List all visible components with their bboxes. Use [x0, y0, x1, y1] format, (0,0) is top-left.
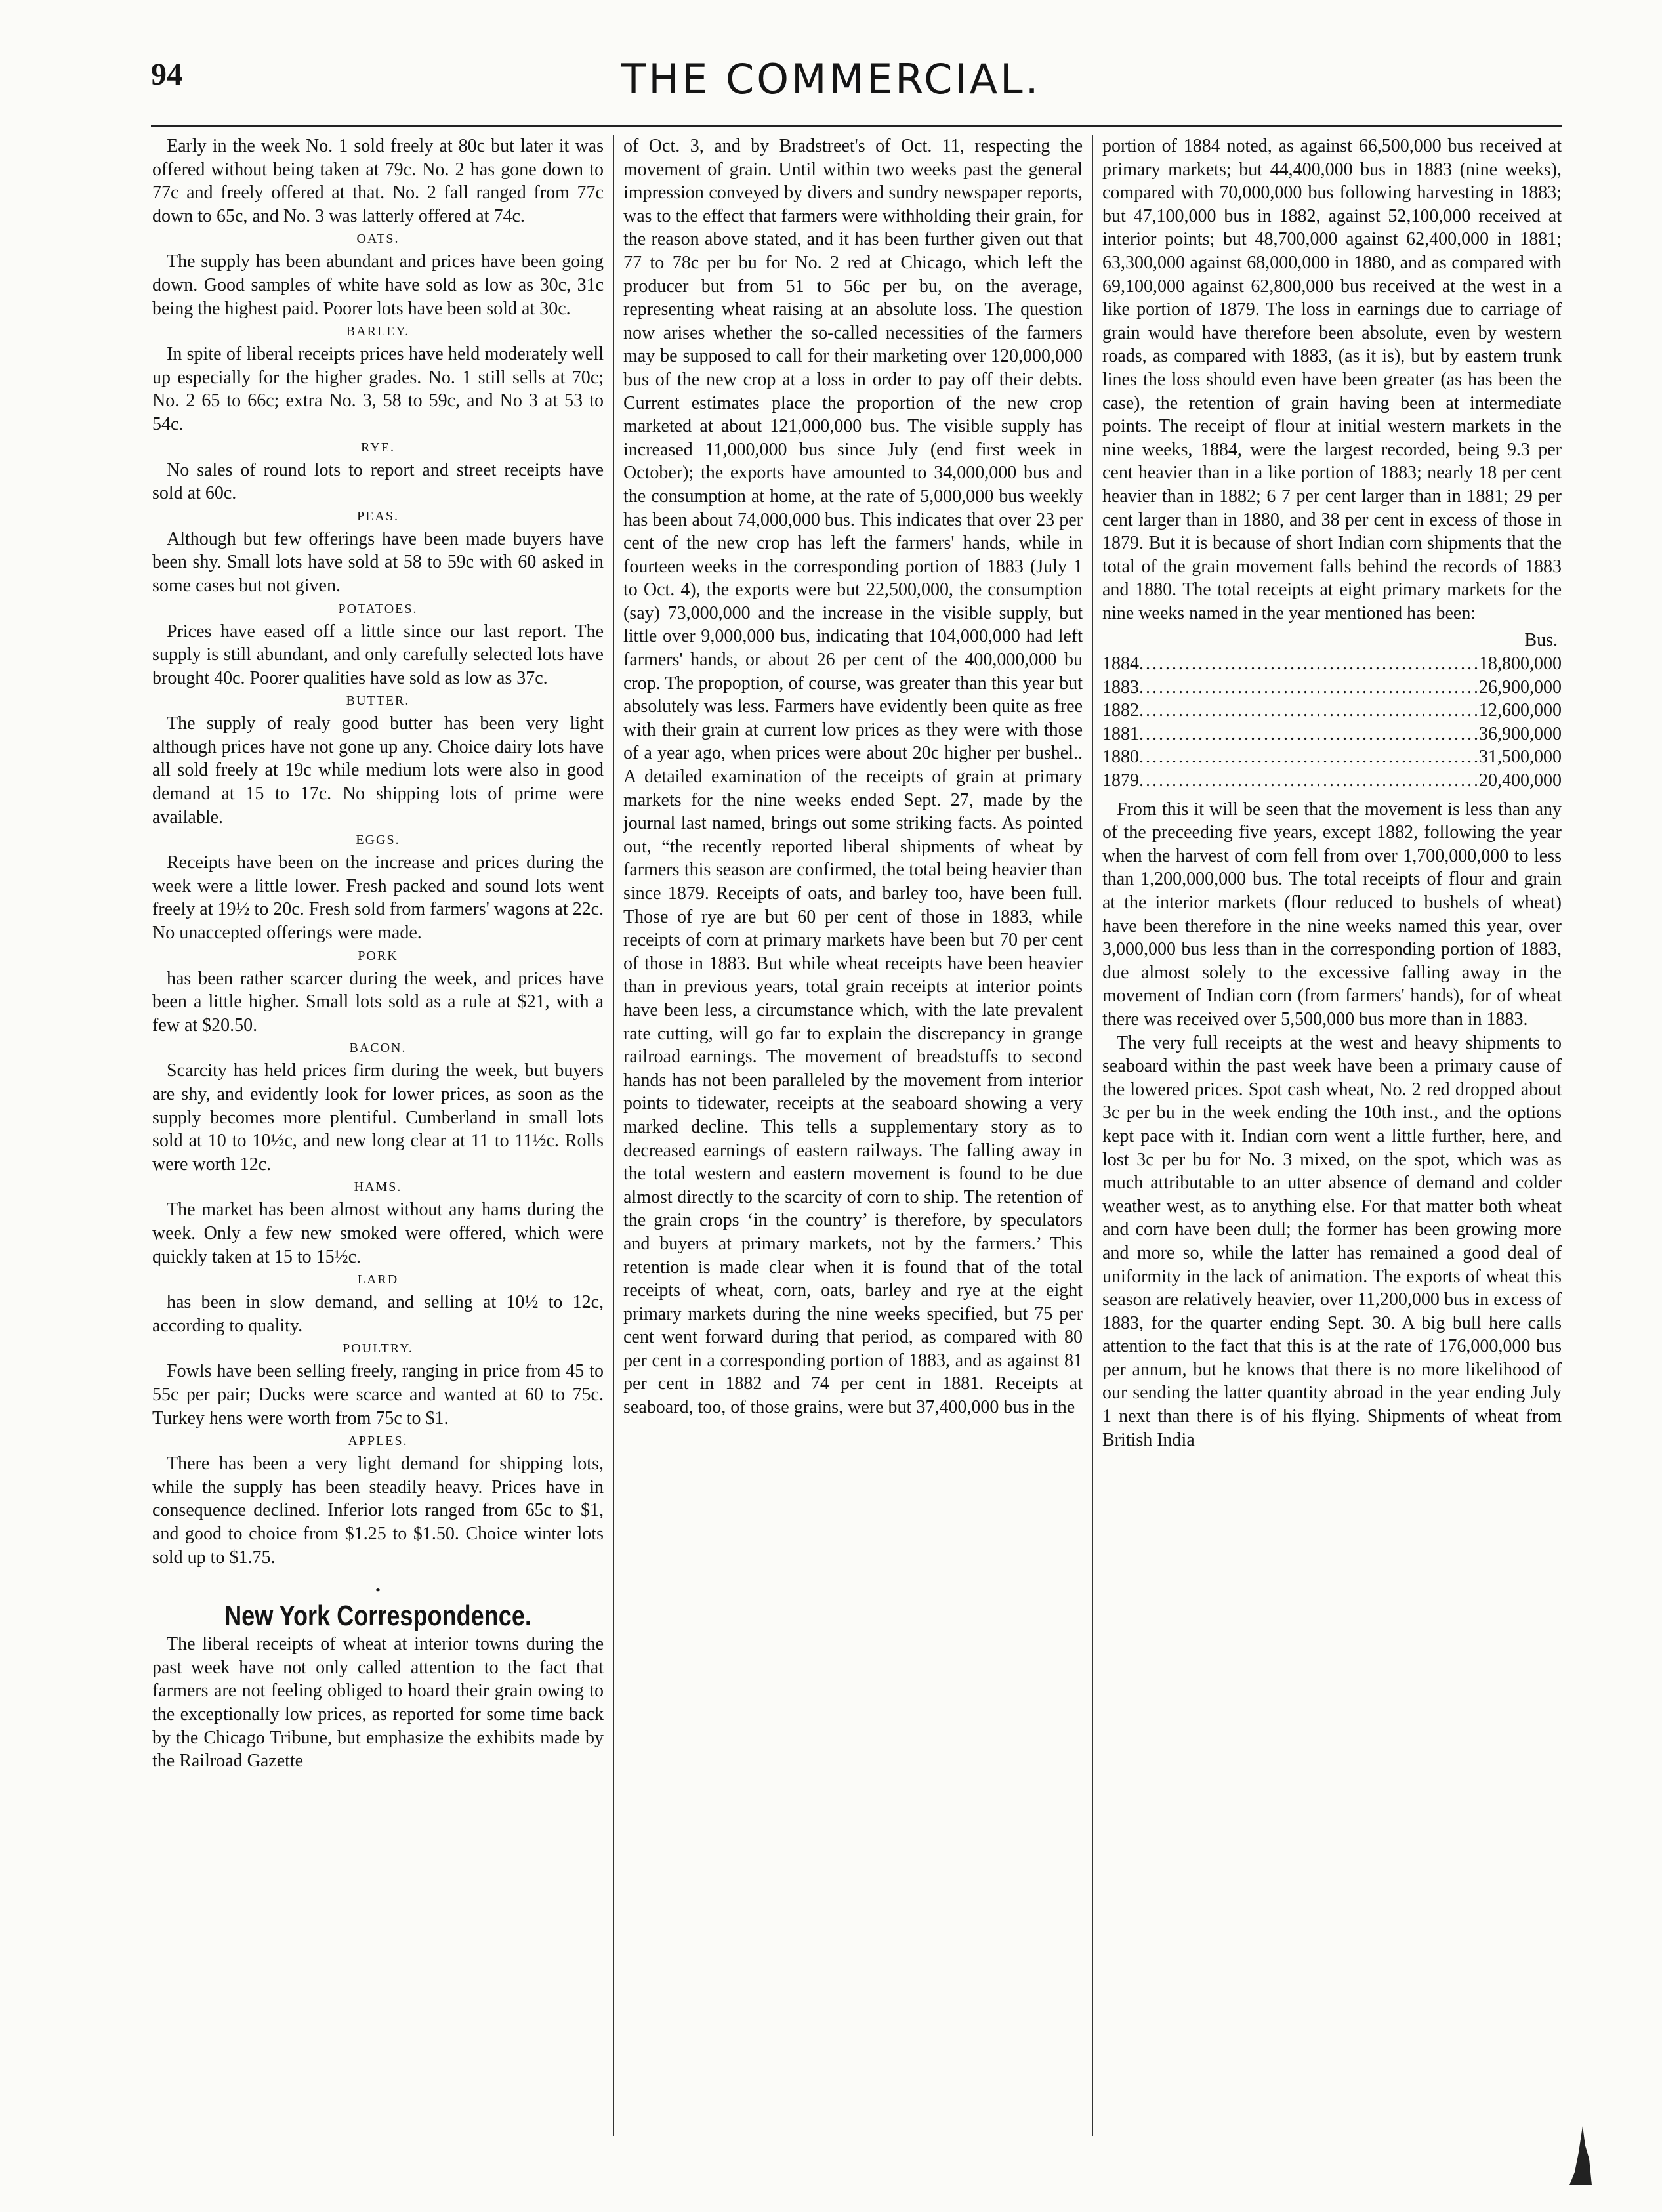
- correspondence-title: New York Correspondence.: [224, 1599, 531, 1632]
- section-text-hams: The market has been almost without any hams during the week. Only a few new smoked were offered, which were quickly taken at 15 to 15½c.: [152, 1200, 604, 1267]
- section-text-apples: There has been a very light demand for shipping lots, while the supply has been steadily heavy. Prices have in consequence declined. Inferior lots ranged from 65c to $1, and good to choice from $1.25 to $1.50. Choice winter lots sold up to $1.75.: [152, 1453, 604, 1568]
- section-text-poultry: Fowls have been selling freely, ranging in price from 45 to 55c per pair; Ducks were scarce and wanted at 60 to 75c. Turkey hens were worth from 75c to $1.: [152, 1361, 604, 1429]
- section-text-pork: has been rather scarcer during the week, and prices have been a little higher. Small lots sold as a rule at $21, with a few at $20.50.: [152, 968, 604, 1035]
- article-paragraph: The very full receipts at the west and heavy shipments to seaboard within the past week have been a primary cause of the lowered prices. Spot cash wheat, No. 2 red dropped about 3c per bu in the week ending the 10th inst., and the options kept pace with it. Indian corn went a little further, here, and lost 3c per bu for No. 3 mixed, on the spot, which was as much attributable to an utter absence of demand and colder weather west, as to anything else. For that matter both wheat and corn have been dull; the former has been growing more and more so, while the latter has remained a good deal of uniformity in the lack of animation. The exports of wheat this season are relatively heavier, over 11,200,000 bus in excess of 1883, for the quarter ending Sept. 30. A big bull here calls attention to the fact that this is at the rate of 176,000,000 bus per annum, but he knows that there is no more likelihood of our sending the latter quantity abroad in the year ending July 1 next than there is of his flying. Shipments of wheat from British India: [1102, 1032, 1562, 1450]
- table-row: 1882 ..... 12,600,000: [1102, 699, 1562, 722]
- section-heading-lard: LARD: [357, 1272, 399, 1287]
- section-text-potatoes: Prices have eased off a little since our last report. The supply is still abundant, and only carefully selected lots have brought 40c. Poorer qualities have sold as low as 37c.: [152, 621, 604, 688]
- article-paragraph: From this it will be seen that the movement is less than any of the preceeding five years, except 1882, following the year when the harvest of corn fell from over 1,700,000,000 to less than 1,200,000,000 bus. The total receipts of flour and grain at the interior markets (flour reduced to bushels of wheat) have been therefore in the nine weeks named this year, over 3,000,000 bus less than in the corresponding portion of 1883, due almost solely to the excessive falling away in the movement of Indian corn (from farmers' hands), for of wheat there was received over 5,500,000 bus more than in 1883.: [1102, 799, 1562, 1030]
- section-heading-potatoes: POTATOES.: [338, 601, 418, 616]
- section-heading-eggs: EGGS.: [356, 833, 400, 848]
- correspondence-text: The liberal receipts of wheat at interior towns during the past week have not only called attention to the fact that farmers are not feeling obliged to hoard their grain owing to the exceptionally low prices, as reported for some time back by the Chicago Tribune, but emphasize the exhibits made by the Railroad Gazette: [152, 1634, 604, 1772]
- section-divider: •: [375, 1581, 381, 1598]
- section-text-lard: has been in slow demand, and selling at 10½ to 12c, according to quality.: [152, 1292, 604, 1336]
- section-heading-bacon: BACON.: [349, 1041, 407, 1056]
- column-3: [1102, 135, 1562, 2142]
- section-heading-peas: PEAS.: [357, 509, 399, 524]
- table-row: 1881 ..... 36,900,000: [1102, 722, 1562, 746]
- page-header: [0, 0, 1662, 131]
- section-heading-apples: APPLES.: [348, 1434, 408, 1449]
- section-heading-hams: HAMS.: [354, 1180, 402, 1195]
- column-divider: [1092, 135, 1093, 2136]
- table-unit-header: Bus.: [1524, 630, 1558, 651]
- table-row: 1883 ..... 26,900,000: [1102, 676, 1562, 699]
- section-text-eggs: Receipts have been on the increase and prices during the week were a little lower. Fresh packed and sound lots went freely at 19½ to 20c. Fresh sold from farmers' wagons at 22c. No unaccepted offerings were made.: [152, 852, 604, 944]
- section-heading-rye: RYE.: [361, 440, 395, 455]
- section-text-oats: The supply has been abundant and prices have been going down. Good samples of white have sold as low as 30c, 31c being the highest paid. Poorer lots have been sold at 30c.: [152, 251, 604, 319]
- receipts-table: [1102, 629, 1562, 792]
- section-heading-butter: BUTTER.: [346, 694, 410, 709]
- section-heading-barley: BARLEY.: [346, 324, 410, 339]
- page-number: 94: [151, 57, 182, 92]
- section-text-rye: No sales of round lots to report and street receipts have sold at 60c.: [152, 459, 604, 504]
- section-text-bacon: Scarcity has held prices firm during the week, but buyers are shy, and evidently look for lower prices, as soon as the supply becomes more plentiful. Cumberland in small lots sold at 10 to 10½c, and new long clear at 11 to 11½c. Rolls were worth 12c.: [152, 1060, 604, 1175]
- section-text-peas: Although but few offerings have been made buyers have been shy. Small lots have sold at 58 to 59c with 60 asked in some cases but not given.: [152, 528, 604, 596]
- header-rule: [151, 125, 1562, 127]
- section-text-barley: In spite of liberal receipts prices have held moderately well up especially for the higher grades. No. 1 still sells at 70c; No. 2 65 to 66c; extra No. 3, 58 to 59c, and No 3 at 53 to 54c.: [152, 344, 604, 434]
- table-row: 1884 ..... 18,800,000: [1102, 652, 1562, 676]
- section-text-butter: The supply of realy good butter has been very light although prices have not gone up any. Choice dairy lots have all sold freely at 19c while medium lots were also in good demand at 15 to 17c. No shipping lots of prime were available.: [152, 713, 604, 827]
- column-2: [623, 135, 1083, 2142]
- ink-blot-mark: [1563, 2126, 1592, 2185]
- section-heading-poultry: POULTRY.: [343, 1341, 413, 1356]
- section-heading-oats: OATS.: [356, 232, 400, 247]
- column-1: [152, 135, 604, 2142]
- market-intro: Early in the week No. 1 sold freely at 80c but later it was offered without being taken at 79c. No. 2 has gone down to 77c and freely offered at that. No. 2 fall ranged from 77c down to 65c, and No. 3 was latterly offered at 74c.: [152, 136, 604, 226]
- section-heading-pork: PORK: [358, 948, 398, 963]
- column-divider: [613, 135, 614, 2136]
- table-row: 1880 ..... 31,500,000: [1102, 745, 1562, 769]
- article-text-continued: portion of 1884 noted, as against 66,500,000 bus received at primary markets; but 44,400,000 bus in 1883 (nine weeks), compared with 70,000,000 bus following harvesting in 1883; but 47,100,000 bus in 1882, against 52,100,000 received at interior points; but 48,700,000 against 62,400,000 in 1881; 63,300,000 against 68,000,000 in 1880, and as compared with 69,100,000 against 62,800,000 bus received at the west in a like portion of 1879. The loss in earnings due to carriage of grain would have therefore been absolute, even by western roads, as compared with 1883, (as it is), but by eastern trunk lines the loss should even have been greater (as has been the case), the retention of grain having been at intermediate points. The receipt of flour at initial western markets in the nine weeks, 1884, were the largest recorded, being 9.3 per cent heavier than in a like portion of 1883; nearly 18 per cent heavier than in 1882; 6 7 per cent larger than in 1881; 29 per cent larger than in 1880, and 38 per cent in excess of those in 1879. But it is because of short Indian corn shipments that the total of the grain movement falls behind the records of 1883 and 1880. The total receipts at eight primary markets for the nine weeks named in the year mentioned has been:: [1102, 136, 1562, 623]
- article-text-continued: of Oct. 3, and by Bradstreet's of Oct. 11, respecting the movement of grain. Until within two weeks past the general impression conveyed by divers and sundry newspaper reports, was to the effect that farmers were withholding their grain, for the reason above stated, and it has been further given out that 77 to 78c per bu for No. 2 red at Chicago, which left the producer but from 51 to 56c per bu, on the average, representing wheat raising at an absolute loss. The question now arises whether the so-called necessities of the farmers may be supposed to call for their marketing over 120,000,000 bus of the new crop at a loss in order to pay off their debts. Current estimates place the proportion of the new crop marketed at about 121,000,000 bus. The visible supply has increased 11,000,000 bus since July (end first week in October); the exports have amounted to 34,000,000 bus and the consumption at home, at the rate of 5,000,000 bus weekly has been about 74,000,000 bus. This indicates that over 23 per cent of the new crop has left the farmers' hands, while in fourteen weeks in the corresponding portion of 1883 (July 1 to Oct. 4), the exports were but 22,500,000, the consumption (say) 73,000,000 and the increase in the visible supply, but little over 9,000,000 bus, indicating that 104,000,000 had left farmers' hands, or about 26 per cent of the 400,000,000 bu crop. The propoption, of course, was greater than this year but absolutely was less. Farmers have evidently been quite as free with their grain at current low prices as they were with those of a year ago, when prices were about 20c higher per bushel.. A detailed examination of the receipts of grain at primary markets for the nine weeks ended Sept. 27, made by the journal last named, brings out some striking facts. As pointed out, “the recently reported liberal shipments of wheat by farmers this season are confirmed, the total being heavier than since 1879. Receipts of oats, and barley too, have been full. Those of rye are but 60 per cent of those in 1883, while receipts of corn at primary markets have been but 70 per cent of those in 1883. But while wheat receipts have been heavier than in previous years, total grain receipts at interior points have been less, a circumstance which, with the late prevalent rate cutting, will go far to explain the discrepancy in grange railroad earnings. The movement of breadstuffs to second hands has not been paralleled by the movement from interior points to tidewater, receipts at the seaboard showing a very marked decline. This tells a supplementary story as to decreased earnings of eastern railways. The falling away in the total western and eastern movement is found to be due almost directly to the scarcity of corn to ship. The retention of the grain crops ‘in the country’ is therefore, by speculators and buyers at primary markets, not by the farmers.’ This retention is made clear when it is found that of the total receipts of wheat, corn, oats, barley and rye at the eight primary markets during the nine weeks specified, but 75 per cent went forward during that period, as compared with 80 per cent in a corresponding portion of 1883, and as against 81 per cent in 1882 and 74 per cent in 1881. Receipts at seaboard, too, of those grains, were but 37,400,000 bus in the: [623, 136, 1083, 1418]
- masthead-title: THE COMMERCIAL.: [621, 55, 1041, 103]
- table-row: 1879 ..... 20,400,000: [1102, 769, 1562, 793]
